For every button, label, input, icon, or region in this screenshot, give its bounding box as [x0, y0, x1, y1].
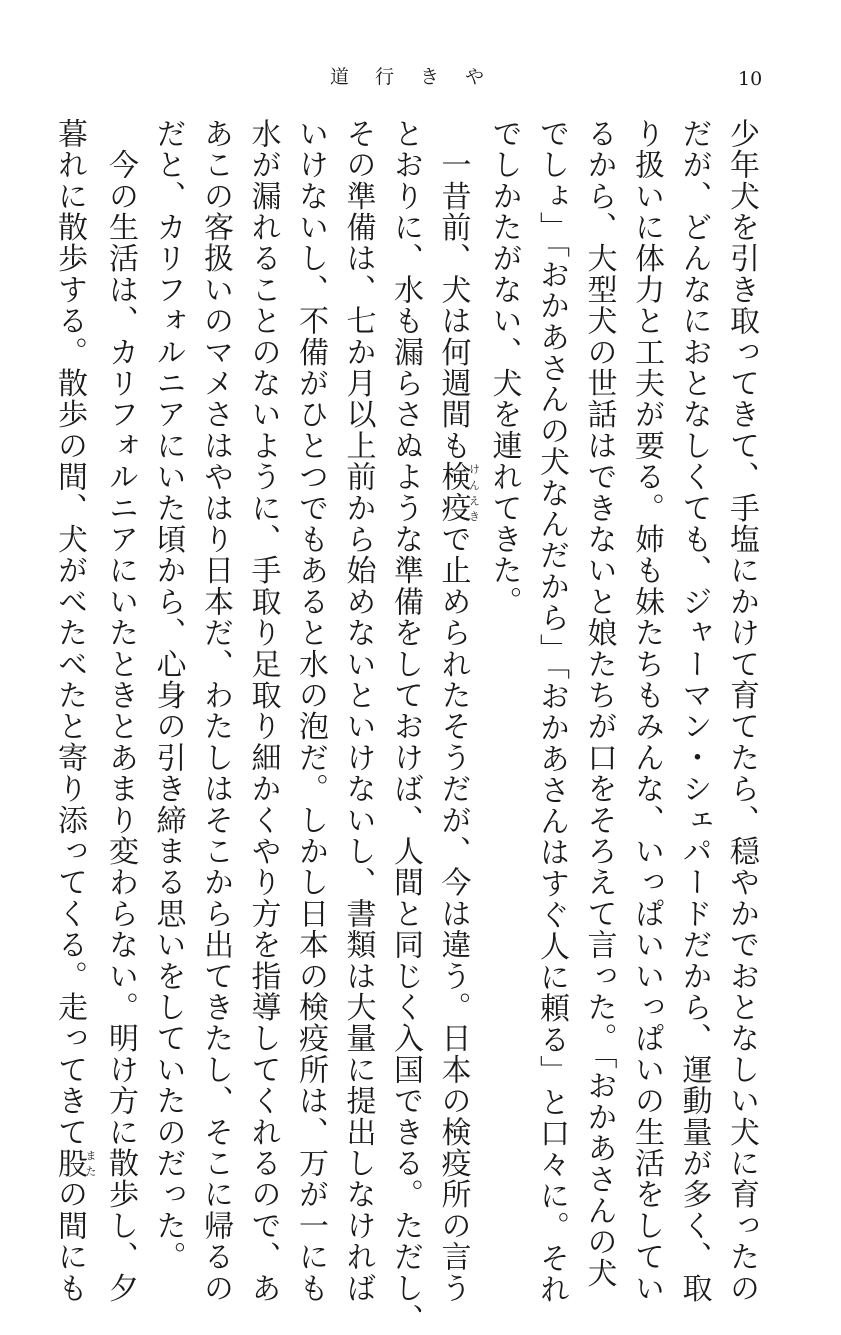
text-segment: 暮れに散歩する。散歩の間、犬がべたべたと寄り添ってくる。走ってきて [52, 118, 87, 1148]
text-line: だが、どんなにおとなしくても、ジャーマン・シェパードだから、運動量が多く、取 [676, 118, 712, 1304]
ruby-kenneki [435, 461, 481, 524]
text-line: 今の生活は、カリフォルニアにいたときとあまり変わらない。明け方に散歩し、夕 [103, 118, 138, 1304]
ruby-reading: けんえき [467, 461, 481, 524]
body-text [52, 118, 765, 1335]
text-line: いけないし、不備がひとつでもあると水の泡だ。しかし日本の検疫所は、万が一にも [293, 118, 328, 1304]
text-line: 少年犬を引き取ってきて、手塩にかけて育てたら、穏やかでおとなしい犬に育ったの [724, 118, 759, 1304]
text-segment: の間にも [52, 1178, 87, 1304]
ruby-mata [52, 1147, 97, 1179]
text-line: その準備は、七か月以上前から始めないといけないし、書類は大量に提出しなければ [340, 118, 376, 1304]
text-line: るから、大型犬の世話はできないと娘たちが口をそろえて言った。「おかあさんの犬 [581, 118, 617, 1289]
text-line: でしかたがない、犬を連れてきた。 [486, 118, 522, 618]
text-line: り扱いに体力と工夫が要る。姉も妹たちもみんな、いっぱいいっぱいの生活をしてい [629, 118, 664, 1304]
ruby-base: 検疫 [435, 461, 471, 524]
text-line: 水が漏れることのないように、手取り足取り細かくやり方を指導してくれるので、あ [245, 118, 281, 1304]
page-number: 10 [738, 68, 763, 90]
running-header-title: 道行きや [330, 66, 511, 88]
ruby-reading: また [84, 1147, 97, 1179]
text-line: とおりに、水も漏らさぬような準備をしておけば、人間と同じく入国できる。ただし、 [388, 118, 423, 1335]
text-segment: で止められたそうだが、今は違う。日本の検疫所の言う [435, 523, 471, 1304]
text-line: だと、カリフォルニアにいた頃から、心身の引き締まる思いをしていたのだった。 [150, 118, 186, 1273]
text-line [46, 118, 97, 1304]
ruby-base: 股 [52, 1147, 87, 1179]
text-line: でしょ」「おかあさんの犬なんだから」「おかあさんはすぐ人に頼る」と口々に。それ [534, 118, 569, 1305]
text-line: あこの客扱いのマメさはやはり日本だ、わたしはそこから出てきたし、そこに帰るの [198, 118, 233, 1304]
text-line [429, 118, 481, 1304]
text-segment: 一昔前、犬は何週間も [435, 118, 471, 462]
